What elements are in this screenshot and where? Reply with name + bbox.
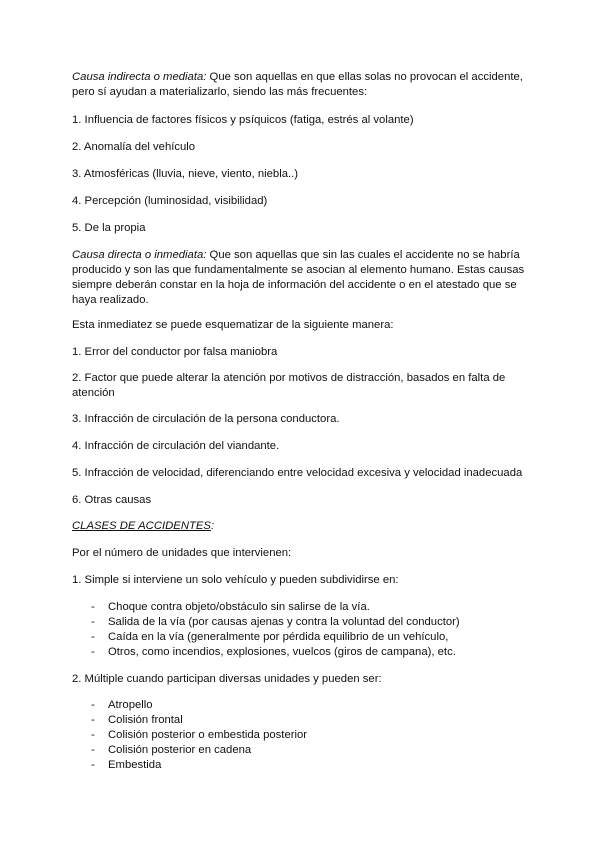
immediacy-intro: Esta inmediatez se puede esquematizar de la siguiente manera: bbox=[72, 319, 394, 331]
dash-bullet: - bbox=[91, 714, 95, 726]
indirect-item-4: 4. Percepción (luminosidad, visibilidad) bbox=[72, 195, 268, 207]
direct-item-2-line-2: atención bbox=[72, 387, 115, 399]
simple-title: 1. Simple si interviene un solo vehículo y pueden subdividirse en: bbox=[72, 574, 399, 586]
direct-cause-text-4: haya realizado. bbox=[72, 294, 149, 306]
simple-item-text: Caída en la vía (generalmente por pérdida equilibrio de un vehículo, bbox=[108, 631, 449, 643]
indirect-item-1: 1. Influencia de factores físicos y psíquicos (fatiga, estrés al volante) bbox=[72, 114, 414, 126]
indirect-item-3: 3. Atmosféricas (lluvia, nieve, viento, niebla..) bbox=[72, 168, 299, 180]
multiple-item-text: Embestida bbox=[108, 759, 162, 771]
direct-cause-text-2: producido y son las que fundamentalmente se asocian al elemento humano. Estas causas bbox=[72, 264, 525, 276]
dash-bullet: - bbox=[91, 759, 95, 771]
dash-bullet: - bbox=[91, 601, 95, 613]
multiple-list-item bbox=[91, 728, 307, 743]
simple-list-item bbox=[91, 615, 460, 630]
direct-cause-paragraph bbox=[72, 248, 532, 308]
dash-bullet: - bbox=[91, 631, 95, 643]
multiple-list-item bbox=[91, 743, 251, 758]
direct-cause-text-3: siempre deberán constar en la hoja de información del accidente o en el atestado que se bbox=[72, 279, 517, 291]
direct-item-4: 4. Infracción de circulación del viandante. bbox=[72, 440, 280, 452]
simple-list-item bbox=[91, 600, 370, 615]
direct-cause-text-1: Que son aquellas que sin las cuales el accidente no se habría bbox=[206, 249, 520, 261]
dash-bullet: - bbox=[91, 744, 95, 756]
indirect-item-5: 5. De la propia bbox=[72, 222, 146, 234]
dash-bullet: - bbox=[91, 616, 95, 628]
multiple-list-item bbox=[91, 698, 153, 713]
direct-item-6: 6. Otras causas bbox=[72, 494, 152, 506]
direct-item-1: 1. Error del conductor por falsa maniobra bbox=[72, 346, 278, 358]
indirect-cause-text-1: Que son aquellas en que ellas solas no provocan el accidente, bbox=[206, 71, 523, 83]
units-intro: Por el número de unidades que intervienen: bbox=[72, 547, 292, 559]
multiple-item-text: Colisión posterior en cadena bbox=[108, 744, 252, 756]
dash-bullet: - bbox=[91, 646, 95, 658]
direct-item-3: 3. Infracción de circulación de la persona conductora. bbox=[72, 413, 340, 425]
indirect-item-2: 2. Anomalía del vehículo bbox=[72, 141, 196, 153]
direct-item-5: 5. Infracción de velocidad, diferenciando entre velocidad excesiva y velocidad inadecuada bbox=[72, 467, 523, 479]
simple-list-item bbox=[91, 645, 456, 660]
classes-heading-line bbox=[72, 519, 532, 534]
indirect-cause-paragraph bbox=[72, 70, 532, 100]
classes-heading-colon: : bbox=[210, 520, 215, 532]
classes-heading: CLASES DE ACCIDENTES bbox=[72, 520, 211, 532]
dash-bullet: - bbox=[91, 729, 95, 741]
simple-item-text: Otros, como incendios, explosiones, vuelcos (giros de campana), etc. bbox=[108, 646, 456, 658]
simple-list-item bbox=[91, 630, 448, 645]
multiple-list-item bbox=[91, 713, 183, 728]
simple-item-text: Salida de la vía (por causas ajenas y contra la voluntad del conductor) bbox=[108, 616, 460, 628]
direct-item-2 bbox=[72, 371, 532, 401]
dash-bullet: - bbox=[91, 699, 95, 711]
multiple-item-text: Colisión posterior o embestida posterior bbox=[108, 729, 308, 741]
multiple-item-text: Colisión frontal bbox=[108, 714, 183, 726]
direct-cause-label: Causa directa o inmediata: bbox=[72, 249, 207, 261]
indirect-cause-text-2: pero sí ayudan a materializarlo, siendo las más frecuentes: bbox=[72, 86, 368, 98]
multiple-list-item bbox=[91, 758, 161, 773]
indirect-cause-label: Causa indirecta o mediata: bbox=[72, 71, 207, 83]
multiple-item-text: Atropello bbox=[108, 699, 153, 711]
multiple-title: 2. Múltiple cuando participan diversas unidades y pueden ser: bbox=[72, 673, 382, 685]
simple-item-text: Choque contra objeto/obstáculo sin salirse de la vía. bbox=[108, 601, 370, 613]
direct-item-2-line-1: 2. Factor que puede alterar la atención por motivos de distracción, basados en falta de bbox=[72, 372, 506, 384]
